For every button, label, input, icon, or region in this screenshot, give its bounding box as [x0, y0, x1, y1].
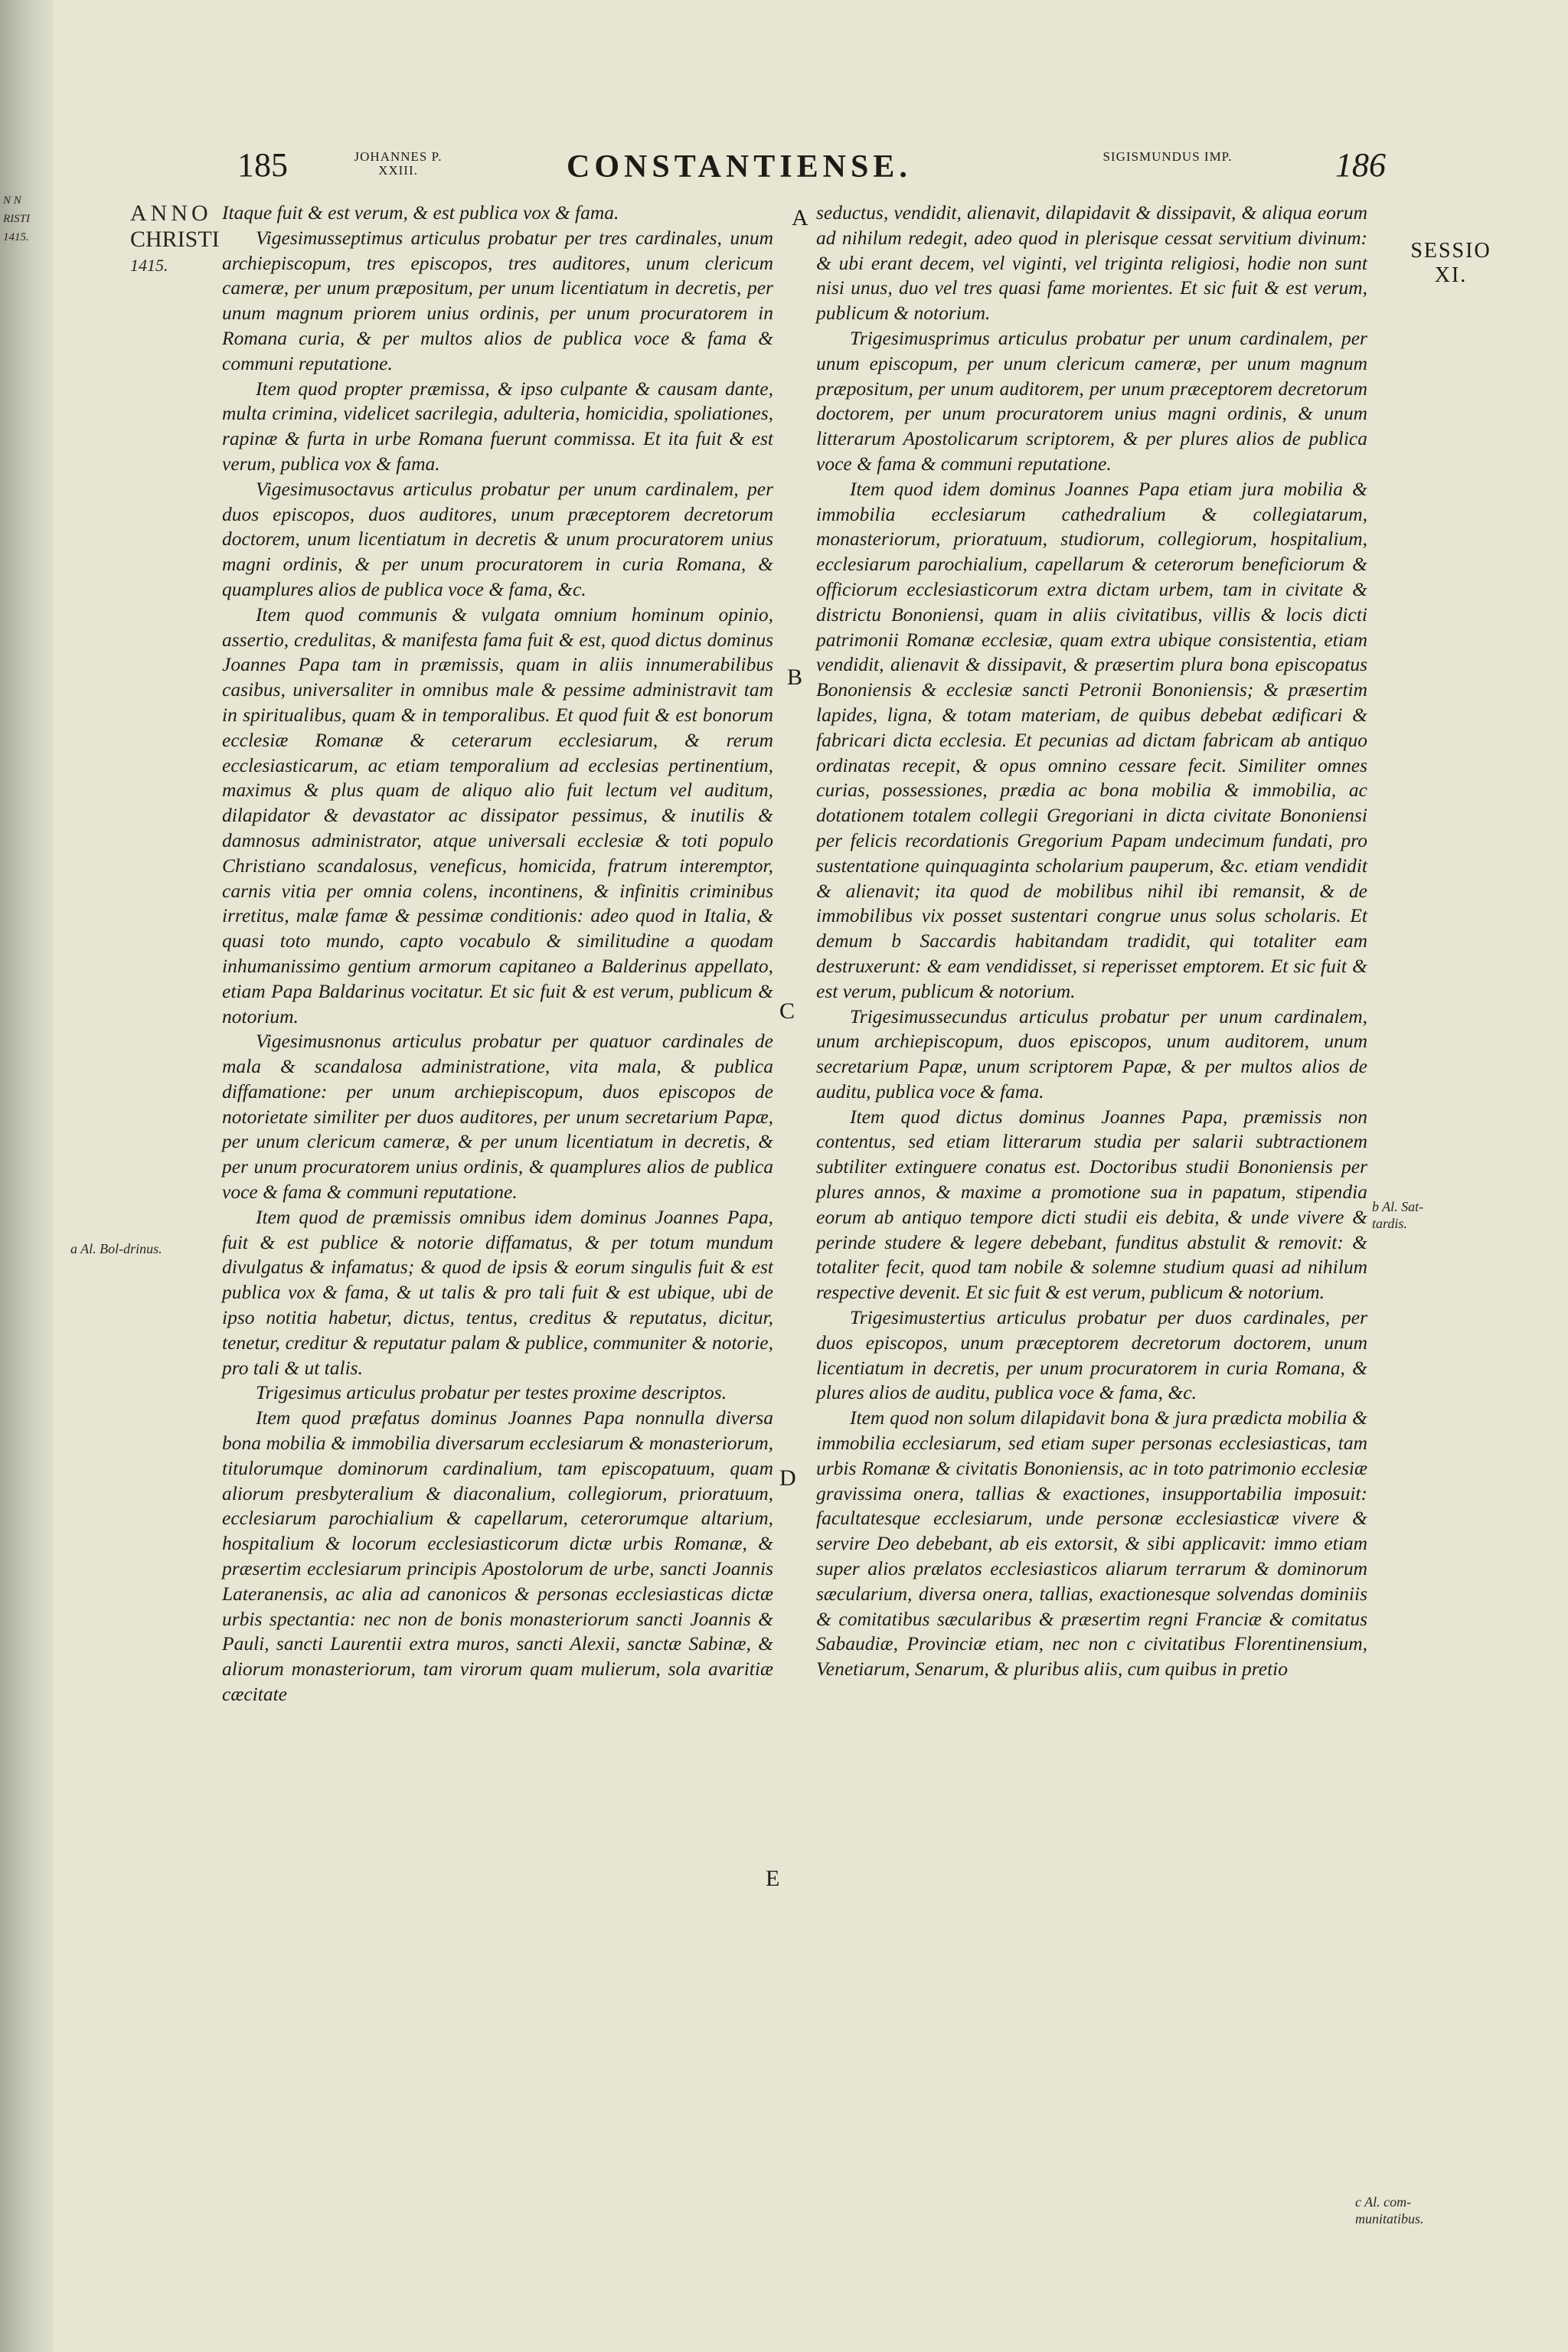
margin-note-c: c Al. com-munitatibus.: [1355, 2194, 1424, 2226]
section-marker-c: C: [779, 998, 795, 1024]
paragraph: Itaque fuit & est verum, & est publica vox & fama.: [222, 201, 619, 224]
sessio-label: SESSIO: [1410, 239, 1491, 263]
right-text-column: [816, 201, 1367, 1682]
running-head-left: JOHANNES P. XXIII.: [354, 149, 443, 178]
section-marker-b: B: [787, 665, 803, 690]
page-header: [222, 145, 1386, 199]
paragraph: Vigesimusoctavus articulus probatur per unum cardinalem, per duos episcopos, duos auditores, unum præceptorem decretorum doctorem, unum licentiatum in decretis & unum procuratorem unius magni ordinis, & per unum procuratorem in curia Romana, & quamplures alios de publica voce & fama, &c.: [222, 477, 773, 600]
paragraph: Item quod præfatus dominus Joannes Papa nonnulla diversa bona mobilia & immobilia diversarum ecclesiarum & monasteriorum, titulorumque dominorum cardinalium, tam episcopatuum, quam aliorum presbyteralium & diaconalium, collegiorum, prioratuum, ecclesiarum parochialium & capellarum, ceterorumque altarium, hospitalium & locorum ecclesiasticorum dictæ urbis Romanæ, & præsertim ecclesiarum principis Apostolorum de urbe, sancti Joannis Lateranensis, ac alia ad canonicos & personas ecclesiasticas dictæ urbis spectantia: nec non de bonis monasteriorum sancti Joannis & Pauli, sancti Laurentii extra muros, sancti Alexii, sanctæ Sabinæ, & aliorum monasteriorum, tam virorum quam mulierum, sola avaritiæ cæcitate: [222, 1406, 773, 1706]
paragraph: Trigesimustertius articulus probatur per duos cardinales, per duos episcopos, unum præceptorem decretorum doctorem, unum licentiatum in decretis, per unum procuratorem in curia Romana, & plures alios de auditu, publica voce & fama, &c.: [816, 1306, 1367, 1404]
page-title: CONSTANTIENSE.: [567, 149, 912, 185]
paragraph: Item quod non solum dilapidavit bona & jura prædicta mobilia & immobilia ecclesiarum, sed etiam super personas ecclesiasticas, tam urbis Romanæ & civitatis Bononiensis, ac in toto patrimonio ecclesiæ gravissima onera, tallias & exactiones, insupportabilia imposuit: facultatesque ecclesiarum, unde personæ ecclesiasticæ vivere & servire Deo debebant, ab eis extorsit, & sibi applicavit: immo etiam super alios prælatos ecclesiasticos aliarum terrarum & dominorum sæcularium, diversa onera, tallias, exactionesque solvendas dominiis & comitatibus sæcularibus & præsertim regni Franciæ & comitatus Sabaudiæ, Provinciæ etiam, nec non c civitatibus Florentinensium, Venetiarum, Senarum, & pluribus aliis, cum quibus in pretio: [816, 1406, 1367, 1681]
paragraph: Vigesimusseptimus articulus probatur per tres cardinales, unum archiepiscopum, tres episcopos, tres auditores, unum clericum cameræ, per unum præpositum, per unum licentiatum in decretis, per unum magnum priorem unius ordinis, per unum procuratorem in Romana curia, & per multos alios de publica voce & fama & communi reputatione.: [222, 226, 773, 374]
year-label: 1415.: [130, 256, 168, 275]
paragraph: Item quod propter præmissa, & ipso culpante & causam dante, multa crimina, videlicet sacrilegia, adulteria, homicidia, spoliationes, rapinæ & furta in urbe Romana fuerunt commissa. Et ita fuit & est verum, publica vox & fama.: [222, 377, 773, 475]
book-binding-edge: [0, 0, 54, 2352]
left-text-column: [222, 201, 773, 1707]
margin-note-a: a Al. Bol-drinus.: [70, 1241, 162, 1256]
section-marker-e: E: [766, 1866, 780, 1891]
paragraph: Item quod dictus dominus Joannes Papa, præmissis non contentus, sed etiam litterarum studia per salarii subtractionem subtiliter extinguere conatus est. Doctoribus studii Bononiensis per plures annos, & maxime a promotione sua in papatum, stipendia eorum ab antiquo tempore dicti studii eis debita, & unde vivere & perinde studere & legere debebant, funditus abstulit & removit: & totaliter fecit, quod tam nobile & solemne studium quasi ad nihilum respective devenit. Et sic fuit & est verum, publicum & notorium.: [816, 1105, 1367, 1304]
session-number: XI.: [1434, 263, 1468, 287]
running-head-right: SIGISMUNDUS IMP.: [1102, 149, 1233, 164]
page-number-left: 185: [237, 146, 288, 184]
anno-label: ANNO: [130, 201, 212, 226]
paragraph: Item quod communis & vulgata omnium hominum opinio, assertio, credulitas, & manifesta fama fuit & est, quod dictus dominus Joannes Papa tam in præmissis, quam in aliis innumerabilibus casibus, universaliter in omnibus male & pessime administravit tam in spiritualibus, quam & in temporalibus. Et quod fuit & est bonorum ecclesiæ Romanæ & ceterarum ecclesiarum, & rerum ecclesiasticarum, ac etiam temporalium ad ecclesias pertinentium, maximus & plus quam de aliquo alio fuit lectum vel auditum, dilapidator & devastator ac dissipator pessimus, & inutilis & damnosus administrator, atque universali ecclesiæ & toti populo Christiano scandalosus, veneficus, homicida, fratrum interemptor, carnis vitia per omnia colens, incontinens, & infinitis criminibus irretitus, malæ famæ & pessimæ conditionis: adeo quod in Italia, & quasi toto mundo, capto vocabulo & similitudine a quodam inhumanissimo gentium armorum capitaneo a Balderinus appellato, etiam Papa Baldarinus vocitatur. Et sic fuit & est verum, publicum & notorium.: [222, 603, 773, 1027]
paragraph: Item quod idem dominus Joannes Papa etiam jura mobilia & immobilia ecclesiarum cathedralium & collegiatarum, monasteriorum, prioratuum, studiorum, collegiorum, hospitalium, ecclesiarum parochialium, capellarum & ceterorum beneficiorum & officiorum ecclesiasticorum extra dictam urbem, tam in civitate & districtu Bononiensi, quam in aliis civitatibus, villis & locis dicti patrimonii Romanæ ecclesiæ, quam extra ubique consistentia, etiam vendidit, alienavit & dissipavit, & præsertim plura bona episcopatus Bononiensis & ecclesiæ sancti Petronii Bononiensis; & præsertim lapides, ligna, & totam materiam, de quibus debebat ædificari & fabricari dicta ecclesia. Et pecunias ad dictam fabricam ab antiquo ordinatas recepit, & opus omnino cessare fecit. Similiter omnes curias, possessiones, prædia ac bona mobilia & immobilia, ac dotationem totalem collegii Gregoriani in dicta civitate Bononiensi per felicis recordationis Gregorium Papam undecimum fundati, pro sustentatione quinquaginta scholarium pauperum, &c. etiam vendidit & alienavit; ita quod de mobilibus nihil ibi remansit, & de immobilibus vix posset sustentari congrue unus solus scholaris. Et demum b Saccardis habitandam tradidit, qui totaliter eam destruxerunt: & eam vendidisset, si reperisset emptorem. Et sic fuit & est verum, publicum & notorium.: [816, 477, 1367, 1002]
paragraph: seductus, vendidit, alienavit, dilapidavit & dissipavit, & aliqua eorum ad nihilum redegit, adeo quod in plerisque cessat servitium divinum: & ubi erant decem, vel viginti, vel triginta religiosi, hodie non sunt nisi unus, duo vel tres quasi fame morientes. Et sic fuit & est verum, publicum & notorium.: [816, 201, 1367, 325]
right-margin-session: [1393, 239, 1508, 288]
binding-margin-fragment: N N RISTI 1415.: [3, 194, 30, 243]
paragraph: Item quod de præmissis omnibus idem dominus Joannes Papa, fuit & est publice & notorie diffamatus, & per totum mundum divulgatus & infamatus; & quod de ipsis & eorum singulis fuit & est publica vox & fama, & ut talis & pro tali fuit & est ubique, ubi de ipso notitia habetur, dictus, tentus, creditus & reputatus, dicitur, tenetur, creditur & reputatur palam & publice, communiter & notorie, pro tali & ut talis.: [222, 1205, 773, 1379]
section-marker-d: D: [779, 1465, 796, 1491]
paragraph: Trigesimussecundus articulus probatur per unum cardinalem, unum archiepiscopum, duos episcopos, unum auditorem, unum secretarium Papæ, unum scriptorem Papæ, & per multos alios de auditu, publica voce & fama.: [816, 1004, 1367, 1102]
left-margin-date: [130, 201, 222, 279]
christi-label: CHRISTI: [130, 227, 220, 252]
paragraph: Vigesimusnonus articulus probatur per quatuor cardinales de mala & scandalosa administratione, vita mala, & publica diffamatione: per unum archiepiscopum, duos episcopos de notorietate similiter per duos auditores, per unum secretarium Papæ, per unum clericum cameræ, & per unum licentiatum in decretis, & per unum procuratorem unius ordinis, & quamplures alios de publica voce & fama & communi reputatione.: [222, 1030, 773, 1204]
page-number-right: 186: [1335, 146, 1386, 184]
section-marker-a: A: [792, 205, 808, 230]
margin-note-b: b Al. Sat-tardis.: [1372, 1199, 1424, 1231]
paragraph: Trigesimus articulus probatur per testes proxime descriptos.: [256, 1381, 727, 1404]
paragraph: Trigesimusprimus articulus probatur per unum cardinalem, per unum episcopum, per unum clericum cameræ, per unum magnum præpositum, per unum auditorem, per unum præceptorem decretorum doctorem, per unum procuratorem unius magni ordinis, & unum litterarum Apostolicarum scriptorem, & per plures alios de publica voce & fama & communi reputatione.: [816, 326, 1367, 475]
